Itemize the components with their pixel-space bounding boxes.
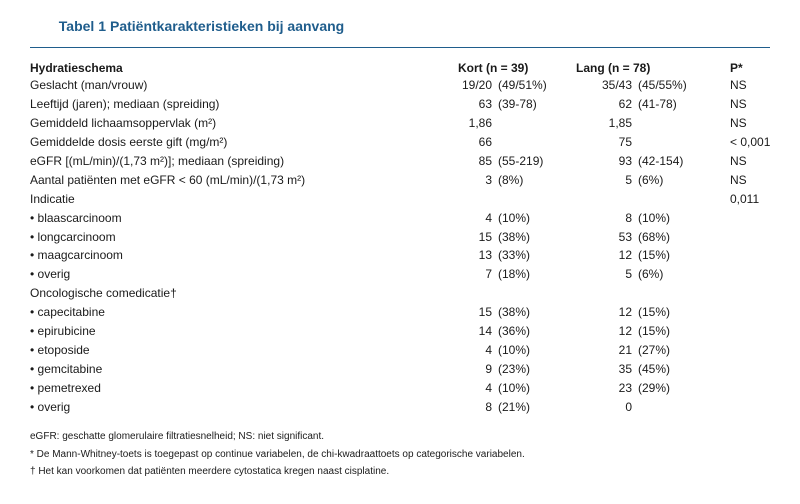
- lang-percentage: (29%): [638, 380, 671, 395]
- kort-percentage: (55-219): [498, 154, 544, 168]
- lang-value: 35/43: [601, 78, 632, 93]
- lang-value: 1,85: [608, 116, 632, 131]
- lang-value: 35: [618, 361, 632, 376]
- p-value: NS: [730, 97, 747, 112]
- kort-value: 13: [478, 248, 492, 263]
- p-value: [706, 359, 770, 378]
- kort-percentage: (18%): [498, 267, 531, 282]
- kort-value: 4: [485, 342, 492, 357]
- lang-percentage: [636, 189, 706, 208]
- footnote-abbreviations: eGFR: geschatte glomerulaire filtratiesnelheid; NS: niet significant.: [30, 431, 325, 442]
- lang-percentage: (6%): [638, 172, 664, 187]
- lang-percentage: (27%): [638, 342, 671, 357]
- row-label: Aantal patiënten met eGFR < 60 (mL/min)/(1,73 m²): [30, 172, 306, 187]
- header-kort: Kort (n = 39): [458, 60, 529, 75]
- table-row: [30, 152, 770, 171]
- lang-value: [556, 284, 636, 303]
- lang-percentage: (15%): [638, 324, 671, 339]
- row-label: Geslacht (man/vrouw): [30, 78, 148, 93]
- lang-percentage: (42-154): [638, 154, 684, 168]
- p-value: [706, 227, 770, 246]
- table-row: [30, 303, 770, 322]
- table-row: [30, 322, 770, 341]
- kort-percentage: (38%): [498, 305, 531, 320]
- kort-value: 4: [485, 380, 492, 395]
- kort-percentage: (10%): [498, 210, 531, 225]
- kort-percentage: (38%): [498, 229, 531, 244]
- table-row: [30, 340, 770, 359]
- row-label: • pemetrexed: [30, 380, 101, 395]
- table-row: [30, 76, 770, 95]
- table-row: [30, 397, 770, 416]
- kort-value: 3: [485, 172, 492, 187]
- kort-percentage: (10%): [498, 380, 531, 395]
- kort-value: 15: [478, 305, 492, 320]
- kort-value: 63: [478, 97, 492, 112]
- kort-percentage: [496, 189, 556, 208]
- kort-value: [416, 189, 496, 208]
- lang-value: 21: [618, 342, 632, 357]
- p-value: [706, 284, 770, 303]
- header-hydration-schema: Hydratieschema: [30, 60, 123, 75]
- table-row: [30, 227, 770, 246]
- lang-percentage: [636, 114, 706, 133]
- p-value: [706, 265, 770, 284]
- p-value: [706, 397, 770, 416]
- footnotes: [30, 428, 525, 481]
- row-label: Leeftijd (jaren); mediaan (spreiding): [30, 97, 220, 112]
- table-row: [30, 246, 770, 265]
- row-label: • maagcarcinoom: [30, 248, 123, 263]
- lang-value: 12: [618, 248, 632, 263]
- row-label: Oncologische comedicatie†: [30, 286, 177, 301]
- row-label: Gemiddelde dosis eerste gift (mg/m²): [30, 135, 228, 150]
- lang-value: 75: [618, 135, 632, 150]
- kort-percentage: [496, 284, 556, 303]
- lang-value: 93: [618, 154, 632, 168]
- lang-percentage: (45/55%): [638, 78, 687, 93]
- lang-value: 5: [625, 172, 632, 187]
- kort-percentage: (39-78): [498, 97, 537, 112]
- table-row: [30, 265, 770, 284]
- table-row: [30, 95, 770, 114]
- lang-percentage: (10%): [638, 210, 671, 225]
- kort-percentage: (10%): [498, 342, 531, 357]
- table-row: [30, 170, 770, 189]
- kort-value: 14: [478, 324, 492, 339]
- table-row: [30, 378, 770, 397]
- kort-percentage: (23%): [498, 361, 531, 376]
- lang-value: 12: [618, 305, 632, 320]
- kort-value: 15: [478, 229, 492, 244]
- kort-value: 85: [478, 154, 492, 168]
- p-value: NS: [730, 172, 747, 187]
- patient-characteristics-table: [30, 59, 770, 416]
- footnote-comedication: † Het kan voorkomen dat patiënten meerdere cytostatica kregen naast cisplatine.: [30, 466, 390, 477]
- table-row: [30, 133, 770, 152]
- kort-value: [416, 284, 496, 303]
- kort-percentage: [496, 133, 556, 152]
- kort-percentage: (49/51%): [498, 78, 547, 93]
- kort-value: 9: [485, 361, 492, 376]
- row-label: • gemcitabine: [30, 361, 103, 376]
- row-label: • longcarcinoom: [30, 229, 116, 244]
- lang-value: 53: [618, 229, 632, 244]
- row-label: Gemiddeld lichaamsoppervlak (m²): [30, 116, 217, 131]
- p-value: [706, 303, 770, 322]
- header-p-value: P*: [730, 60, 743, 75]
- lang-percentage: (6%): [638, 267, 664, 282]
- kort-value: 4: [485, 210, 492, 225]
- lang-value: 5: [625, 267, 632, 282]
- table-caption: Patiëntkarakteristieken bij aanvang: [110, 18, 345, 34]
- p-value: [706, 340, 770, 359]
- table-row: [30, 114, 770, 133]
- kort-percentage: (36%): [498, 324, 531, 339]
- kort-value: 19/20: [461, 78, 492, 93]
- lang-percentage: (15%): [638, 305, 671, 320]
- table-header-row: [30, 59, 770, 76]
- kort-value: 1,86: [468, 116, 492, 131]
- table-row: [30, 359, 770, 378]
- p-value: NS: [730, 154, 747, 168]
- row-label: • etoposide: [30, 342, 90, 357]
- lang-percentage: [636, 284, 706, 303]
- lang-value: 8: [625, 210, 632, 225]
- lang-value: 62: [618, 97, 632, 112]
- footnote-statistics: * De Mann-Whitney-toets is toegepast op continue variabelen, de chi-kwadraattoets op categorische variabelen.: [30, 448, 525, 460]
- p-value: NS: [730, 78, 747, 93]
- row-label: • overig: [30, 267, 71, 282]
- kort-percentage: (21%): [498, 399, 531, 414]
- table-row: [30, 189, 770, 208]
- p-value: [706, 208, 770, 227]
- lang-percentage: (68%): [638, 229, 671, 244]
- kort-percentage: (33%): [498, 248, 531, 263]
- lang-value: 12: [618, 324, 632, 339]
- lang-value: 23: [618, 380, 632, 395]
- p-value: [706, 246, 770, 265]
- table-title: [30, 18, 344, 34]
- p-value: 0,011: [730, 191, 760, 206]
- p-value: [706, 322, 770, 341]
- lang-percentage: (41-78): [638, 97, 677, 112]
- row-label: Indicatie: [30, 191, 75, 206]
- table-row: [30, 284, 770, 303]
- lang-percentage: [636, 133, 706, 152]
- row-label: • overig: [30, 399, 71, 414]
- p-value: [706, 378, 770, 397]
- row-label: • epirubicine: [30, 324, 96, 339]
- kort-value: 7: [485, 267, 492, 282]
- lang-percentage: (45%): [638, 361, 671, 376]
- row-label: • blaascarcinoom: [30, 210, 122, 225]
- kort-value: 66: [478, 135, 492, 150]
- kort-percentage: [496, 114, 556, 133]
- table-number: Tabel 1: [58, 18, 106, 34]
- p-value: NS: [730, 116, 747, 131]
- lang-value: 0: [625, 399, 632, 414]
- p-value: < 0,001: [730, 135, 771, 150]
- top-rule: [30, 47, 770, 48]
- lang-percentage: (15%): [638, 248, 671, 263]
- kort-value: 8: [485, 399, 492, 414]
- table-row: [30, 208, 770, 227]
- header-lang: Lang (n = 78): [576, 60, 651, 75]
- kort-percentage: (8%): [498, 172, 524, 187]
- row-label: eGFR [(mL/min)/(1,73 m²)]; mediaan (spreiding): [30, 154, 285, 168]
- lang-percentage: [636, 397, 706, 416]
- lang-value: [556, 189, 636, 208]
- row-label: • capecitabine: [30, 305, 105, 320]
